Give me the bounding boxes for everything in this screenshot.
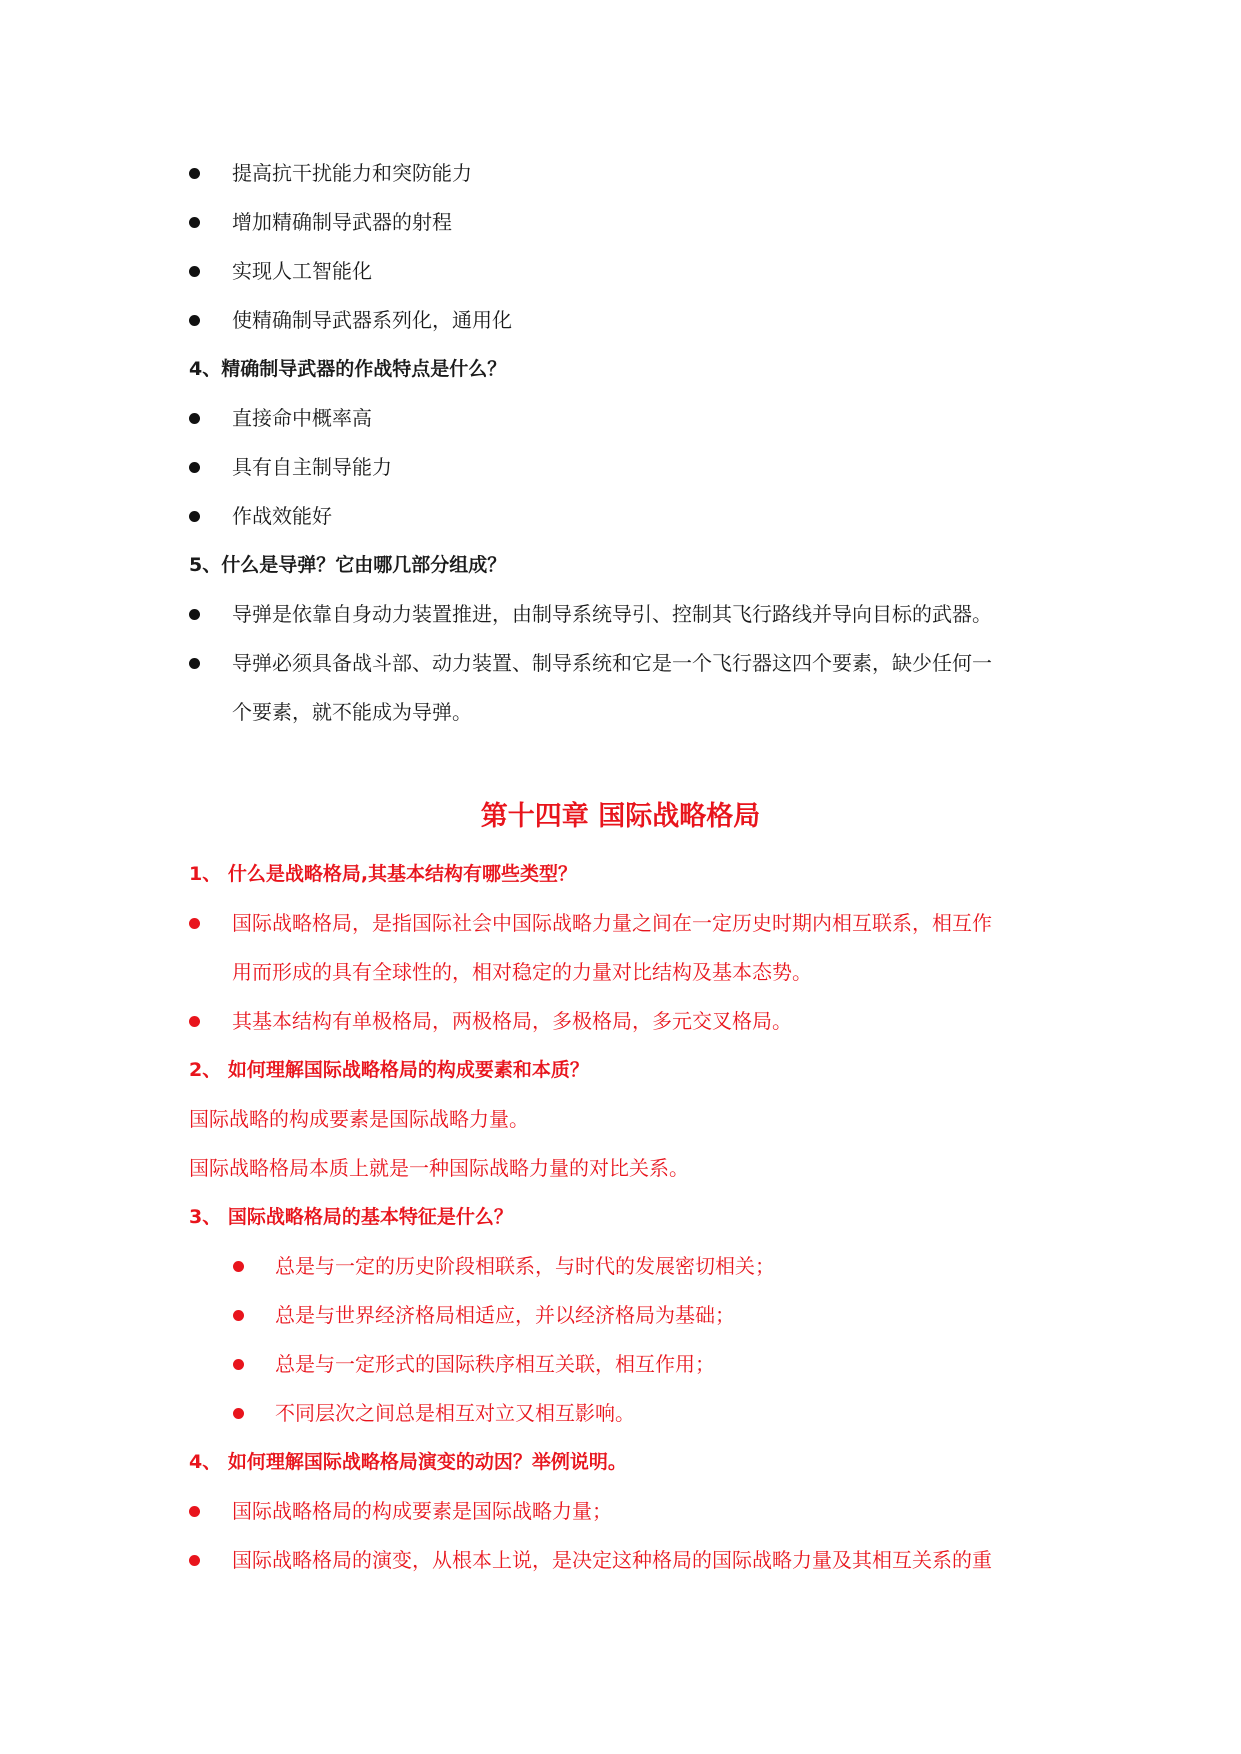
bullet-text: 国际战略格局的构成要素是国际战略力量；: [232, 1499, 612, 1523]
bullet-text: 提高抗干扰能力和突防能力: [232, 161, 472, 185]
bullet-text: 总是与一定形式的国际秩序相互关联，相互作用；: [275, 1352, 715, 1376]
bullet-text: 使精确制导武器系列化，通用化: [232, 308, 512, 332]
bullet-text: 总是与世界经济格局相适应，并以经济格局为基础；: [275, 1303, 735, 1327]
bullet-text: 导弹必须具备战斗部、动力装置、制导系统和它是一个飞行器这四个要素，缺少任何一: [232, 651, 992, 675]
question-heading: 2、 如何理解国际战略格局的构成要素和本质？: [189, 1059, 589, 1081]
bullet-text: 导弹是依靠自身动力装置推进，由制导系统导引、控制其飞行路线并导向目标的武器。: [232, 602, 992, 626]
bullet-text: 增加精确制导武器的射程: [232, 210, 452, 234]
question-heading: 4、精确制导武器的作战特点是什么？: [189, 358, 507, 380]
bullet-text-continued: 用而形成的具有全球性的，相对稳定的力量对比结构及基本态势。: [232, 960, 812, 984]
bullet-text: 作战效能好: [232, 504, 332, 528]
bullet-dot: [189, 315, 200, 326]
question-heading: 4、 如何理解国际战略格局演变的动因？举例说明。: [189, 1451, 627, 1473]
question-heading: 1、 什么是战略格局,其基本结构有哪些类型？: [189, 863, 578, 885]
bullet-text: 直接命中概率高: [232, 406, 372, 430]
bullet-dot: [233, 1261, 244, 1272]
bullet-text-continued: 个要素，就不能成为导弹。: [232, 700, 472, 724]
bullet-dot: [189, 266, 200, 277]
bullet-dot: [189, 658, 200, 669]
paragraph-text: 国际战略的构成要素是国际战略力量。: [189, 1107, 529, 1131]
bullet-text: 实现人工智能化: [232, 259, 372, 283]
bullet-text: 其基本结构有单极格局，两极格局，多极格局，多元交叉格局。: [232, 1009, 792, 1033]
bullet-dot: [189, 1016, 200, 1027]
bullet-dot: [189, 462, 200, 473]
bullet-text: 具有自主制导能力: [232, 455, 392, 479]
bullet-dot: [233, 1310, 244, 1321]
bullet-dot: [233, 1359, 244, 1370]
bullet-dot: [189, 918, 200, 929]
bullet-dot: [189, 511, 200, 522]
bullet-dot: [189, 168, 200, 179]
bullet-text: 国际战略格局的演变，从根本上说，是决定这种格局的国际战略力量及其相互关系的重: [232, 1548, 992, 1572]
question-heading: 3、 国际战略格局的基本特征是什么？: [189, 1206, 513, 1228]
bullet-text: 不同层次之间总是相互对立又相互影响。: [275, 1401, 635, 1425]
bullet-text: 总是与一定的历史阶段相联系，与时代的发展密切相关；: [275, 1254, 775, 1278]
bullet-dot: [189, 609, 200, 620]
bullet-text: 国际战略格局，是指国际社会中国际战略力量之间在一定历史时期内相互联系，相互作: [232, 911, 992, 935]
bullet-dot: [189, 1555, 200, 1566]
bullet-dot: [189, 413, 200, 424]
bullet-dot: [189, 217, 200, 228]
bullet-dot: [189, 1506, 200, 1517]
paragraph-text: 国际战略格局本质上就是一种国际战略力量的对比关系。: [189, 1156, 689, 1180]
question-heading: 5、什么是导弹？它由哪几部分组成？: [189, 554, 507, 576]
bullet-dot: [233, 1408, 244, 1419]
chapter-title: 第十四章 国际战略格局: [480, 801, 761, 832]
